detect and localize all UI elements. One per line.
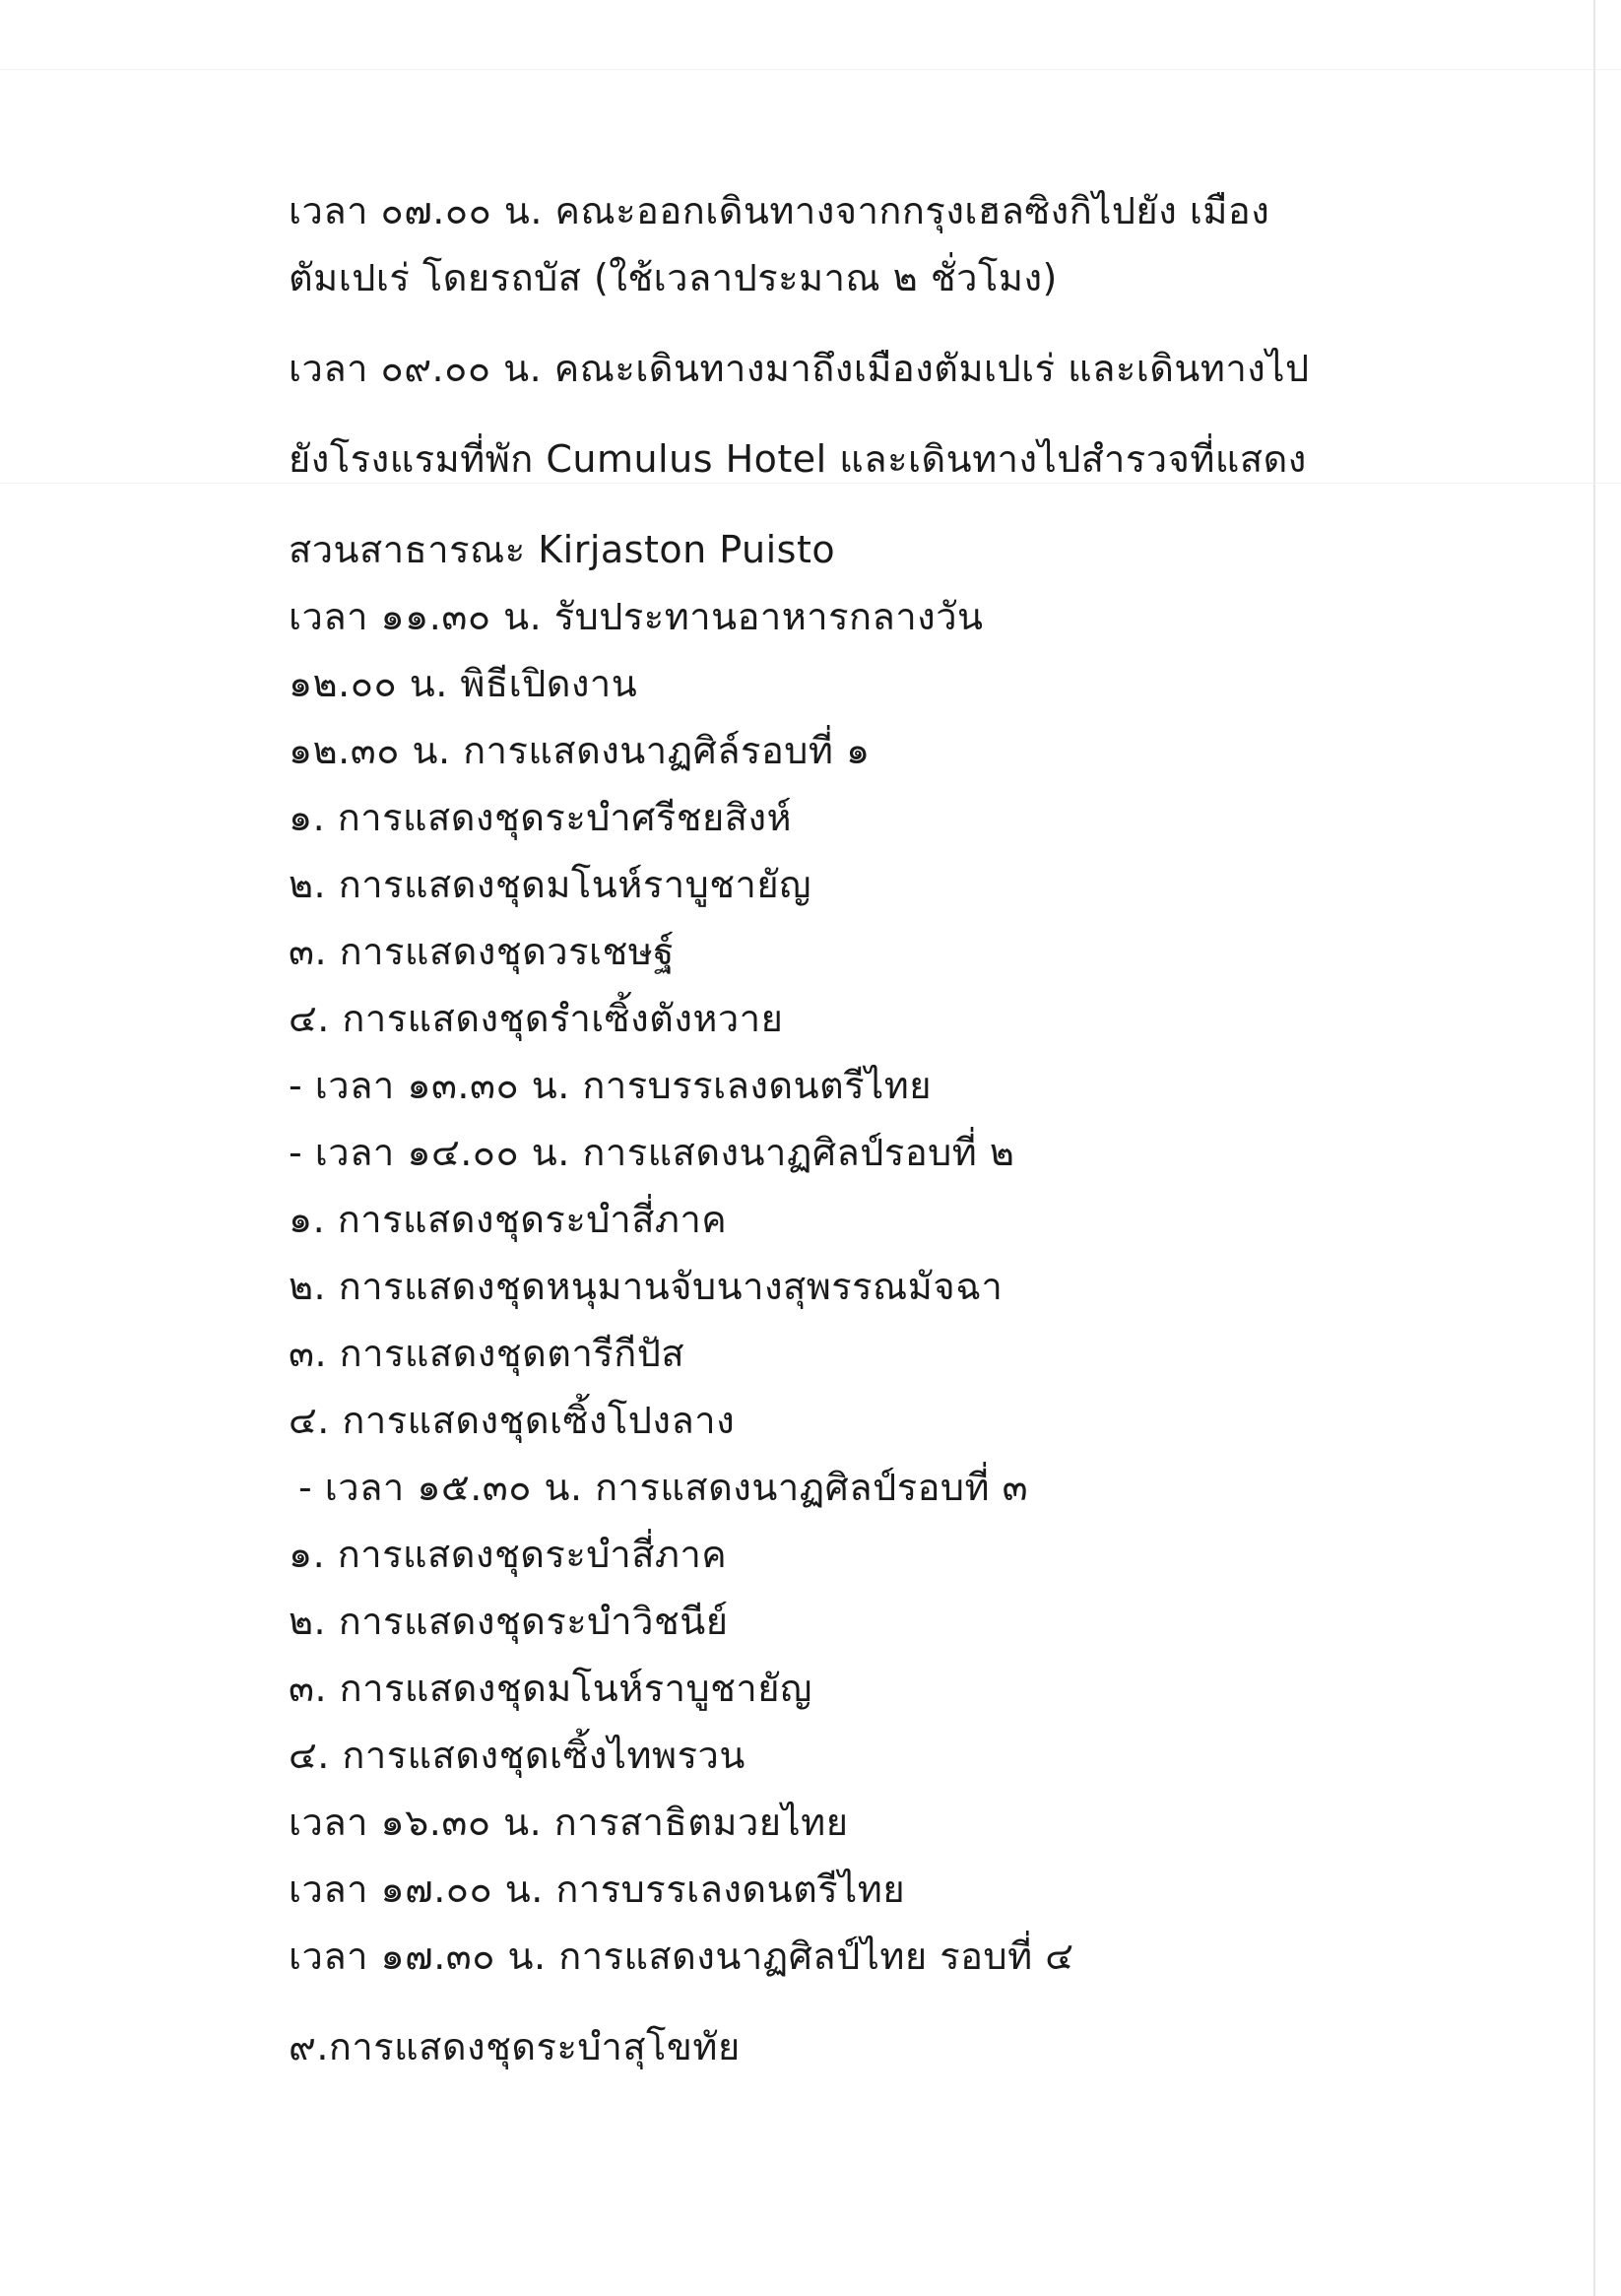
list-item: ๙.การแสดงชุดระบำสุโขทัย xyxy=(289,2025,741,2068)
list-item: ๑. การแสดงชุดระบำศรีชยสิงห์ xyxy=(289,796,793,839)
schedule-line: ตัมเปเร่ โดยรถบัส (ใช้เวลาประมาณ ๒ ชั่วโมง) xyxy=(289,256,1058,299)
schedule-line: - เวลา ๑๔.๐๐ น. การแสดงนาฏศิลป์รอบที่ ๒ xyxy=(289,1131,1015,1174)
schedule-line: เวลา ๑๗.๓๐ น. การแสดงนาฏศิลป์ไทย รอบที่ ๔ xyxy=(289,1935,1074,1978)
list-item: ๒. การแสดงชุดมโนห์ราบูชายัญ xyxy=(289,863,811,906)
list-item: ๓. การแสดงชุดวรเชษฐ์ xyxy=(289,930,675,973)
list-item: ๒. การแสดงชุดระบำวิชนีย์ xyxy=(289,1600,729,1643)
list-item: ๑. การแสดงชุดระบำสี่ภาค xyxy=(289,1198,728,1241)
schedule-line: ๑๒.๐๐ น. พิธีเปิดงาน xyxy=(289,662,638,705)
scan-edge-line xyxy=(1593,0,1595,2296)
list-item: ๔. การแสดงชุดเซิ้งไทพรวน xyxy=(289,1734,746,1777)
list-item: ๓. การแสดงชุดมโนห์ราบูชายัญ xyxy=(289,1667,812,1710)
scan-artifact-line xyxy=(0,69,1621,70)
schedule-line: เวลา ๑๗.๐๐ น. การบรรเลงดนตรีไทย xyxy=(289,1868,906,1911)
schedule-line: เวลา ๑๑.๓๐ น. รับประทานอาหารกลางวัน xyxy=(289,595,984,638)
schedule-line: เวลา ๐๙.๐๐ น. คณะเดินทางมาถึงเมืองตัมเปเร่ และเดินทางไป xyxy=(289,347,1310,390)
list-item: ๔. การแสดงชุดเซิ้งโปงลาง xyxy=(289,1399,736,1442)
schedule-line: - เวลา ๑๓.๓๐ น. การบรรเลงดนตรีไทย xyxy=(289,1064,933,1107)
document-body xyxy=(289,177,1421,2080)
list-item: ๑. การแสดงชุดระบำสี่ภาค xyxy=(289,1533,728,1576)
list-item: ๓. การแสดงชุดตารีกีปัส xyxy=(289,1332,685,1375)
schedule-line: - เวลา ๑๕.๓๐ น. การแสดงนาฏศิลป์รอบที่ ๓ xyxy=(298,1466,1029,1509)
schedule-line: สวนสาธารณะ Kirjaston Puisto xyxy=(289,528,836,571)
schedule-line: เวลา ๐๗.๐๐ น. คณะออกเดินทางจากกรุงเฮลซิงกิไปยัง เมือง xyxy=(289,189,1270,232)
schedule-line: ยังโรงแรมที่พัก Cumulus Hotel และเดินทางไปสำรวจที่แสดง xyxy=(289,437,1307,481)
list-item: ๔. การแสดงชุดรำเซิ้งตังหวาย xyxy=(289,997,784,1040)
list-item: ๒. การแสดงชุดหนุมานจับนางสุพรรณมัจฉา xyxy=(289,1265,1004,1308)
schedule-line: ๑๒.๓๐ น. การแสดงนาฏศิล์รอบที่ ๑ xyxy=(289,729,871,772)
schedule-line: เวลา ๑๖.๓๐ น. การสาธิตมวยไทย xyxy=(289,1801,849,1844)
